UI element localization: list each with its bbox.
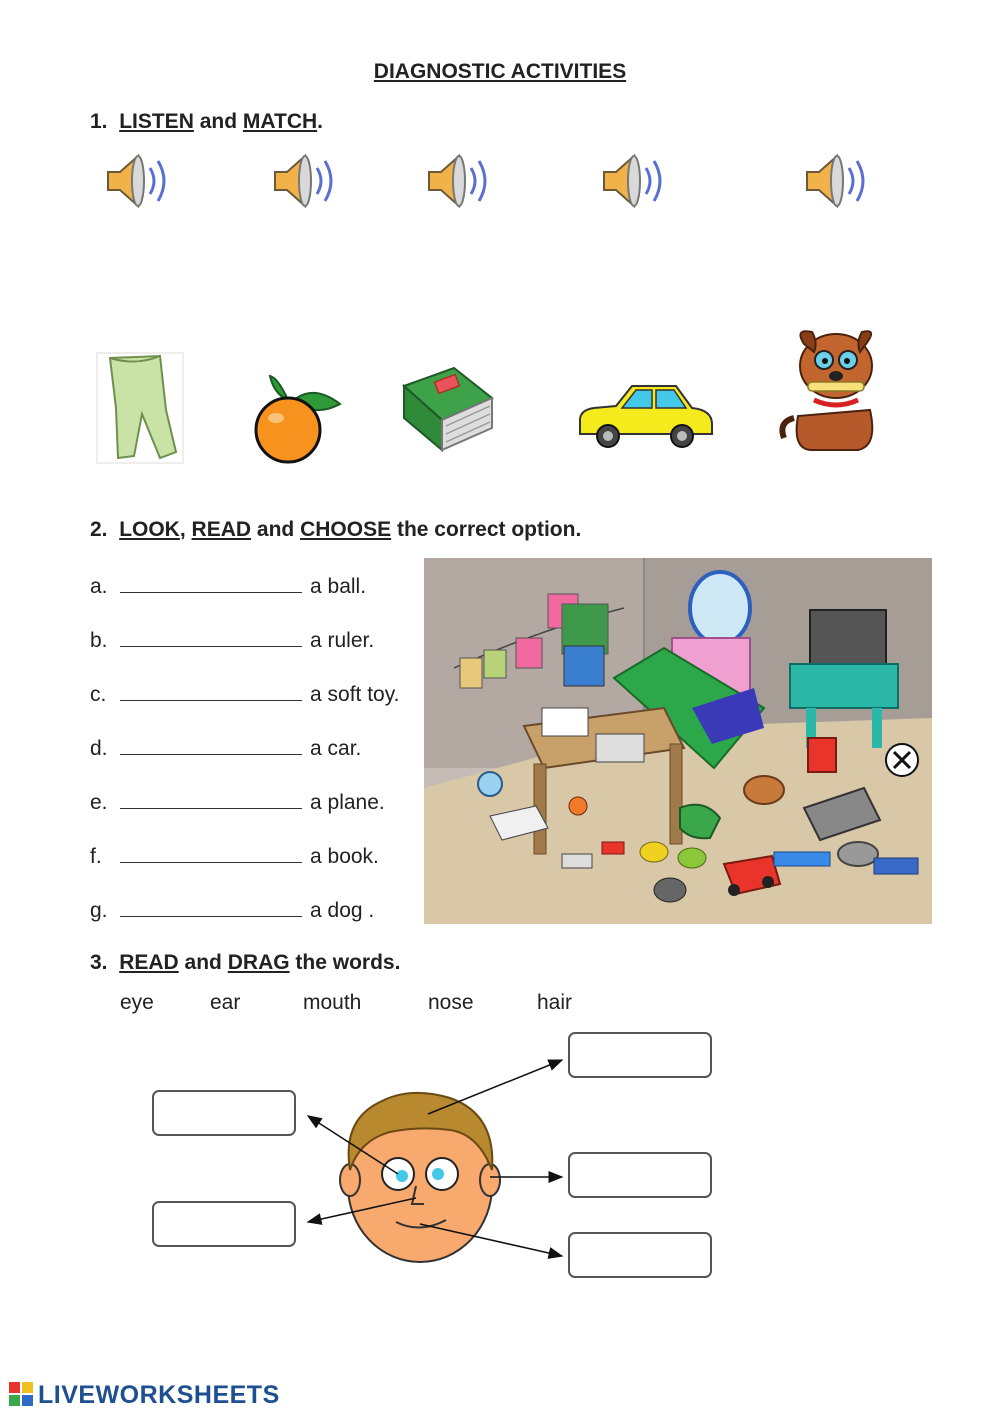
- answer-blank[interactable]: [120, 734, 302, 755]
- orange-icon[interactable]: [248, 370, 344, 466]
- option-letter: g.: [90, 899, 108, 922]
- heading-keyword: CHOOSE: [300, 518, 392, 541]
- drop-box-hair[interactable]: [568, 1032, 712, 1078]
- drop-box-mouth[interactable]: [568, 1232, 712, 1278]
- option-letter: f.: [90, 845, 102, 868]
- section-number: 2.: [90, 518, 108, 541]
- drop-box-ear[interactable]: [568, 1152, 712, 1198]
- book-icon[interactable]: [396, 364, 496, 452]
- speaker-icon[interactable]: [271, 150, 341, 212]
- heading-text: .: [317, 110, 323, 133]
- option-text: a car.: [310, 737, 362, 760]
- option-row: [90, 896, 374, 923]
- speaker-icon[interactable]: [600, 150, 670, 212]
- messy-bedroom-image: [424, 558, 932, 924]
- heading-text: and: [256, 518, 295, 541]
- drag-word-nose[interactable]: nose: [428, 991, 474, 1014]
- option-letter: a.: [90, 575, 108, 598]
- face-diagram: [300, 1050, 570, 1270]
- heading-text: and: [184, 951, 222, 974]
- answer-blank[interactable]: [120, 680, 302, 701]
- option-row: [90, 842, 379, 869]
- drag-word-mouth[interactable]: mouth: [303, 991, 362, 1014]
- option-row: [90, 626, 374, 653]
- drag-word-eye[interactable]: eye: [120, 991, 154, 1014]
- option-row: [90, 788, 385, 815]
- brand-footer: [8, 1381, 280, 1410]
- option-text: a book.: [310, 845, 379, 868]
- section-number: 1.: [90, 110, 108, 133]
- option-text: a ball.: [310, 575, 367, 598]
- option-text: a soft toy.: [310, 683, 400, 706]
- brand-name: LIVEWORKSHEETS: [38, 1381, 280, 1409]
- heading-text: the correct option.: [396, 518, 582, 541]
- answer-blank[interactable]: [120, 626, 302, 647]
- option-letter: e.: [90, 791, 108, 814]
- dog-icon[interactable]: [778, 326, 892, 454]
- car-icon[interactable]: [574, 380, 716, 454]
- heading-keyword: LOOK: [119, 518, 180, 541]
- worksheet-title: DIAGNOSTIC ACTIVITIES: [373, 60, 627, 83]
- liveworksheets-logo-icon: [8, 1381, 34, 1407]
- heading-text: and: [199, 110, 238, 133]
- heading-text: ,: [179, 518, 186, 541]
- option-letter: c.: [90, 683, 107, 706]
- section-2-heading: [90, 518, 581, 542]
- option-letter: b.: [90, 629, 108, 652]
- option-row: [90, 680, 400, 707]
- drop-box-nose[interactable]: [152, 1201, 296, 1247]
- option-text: a dog .: [310, 899, 375, 922]
- answer-blank[interactable]: [120, 788, 302, 809]
- section-3-heading: [90, 951, 400, 975]
- heading-keyword: DRAG: [227, 951, 290, 974]
- answer-blank[interactable]: [120, 842, 302, 863]
- option-row: [90, 734, 361, 761]
- speaker-icon[interactable]: [104, 150, 174, 212]
- drag-word-ear[interactable]: ear: [210, 991, 241, 1014]
- heading-keyword: LISTEN: [119, 110, 194, 133]
- speaker-icon[interactable]: [425, 150, 495, 212]
- option-text: a ruler.: [310, 629, 375, 652]
- drop-box-eye[interactable]: [152, 1090, 296, 1136]
- section-1-heading: [90, 110, 323, 134]
- option-letter: d.: [90, 737, 108, 760]
- trousers-icon[interactable]: [96, 352, 184, 464]
- section-number: 3.: [90, 951, 108, 974]
- heading-keyword: READ: [119, 951, 179, 974]
- heading-keyword: MATCH: [242, 110, 318, 133]
- option-text: a plane.: [310, 791, 385, 814]
- speaker-icon[interactable]: [803, 150, 873, 212]
- answer-blank[interactable]: [120, 896, 302, 917]
- option-row: [90, 572, 366, 599]
- drag-word-hair[interactable]: hair: [537, 991, 573, 1014]
- heading-text: the words.: [295, 951, 401, 974]
- answer-blank[interactable]: [120, 572, 302, 593]
- heading-keyword: READ: [191, 518, 252, 541]
